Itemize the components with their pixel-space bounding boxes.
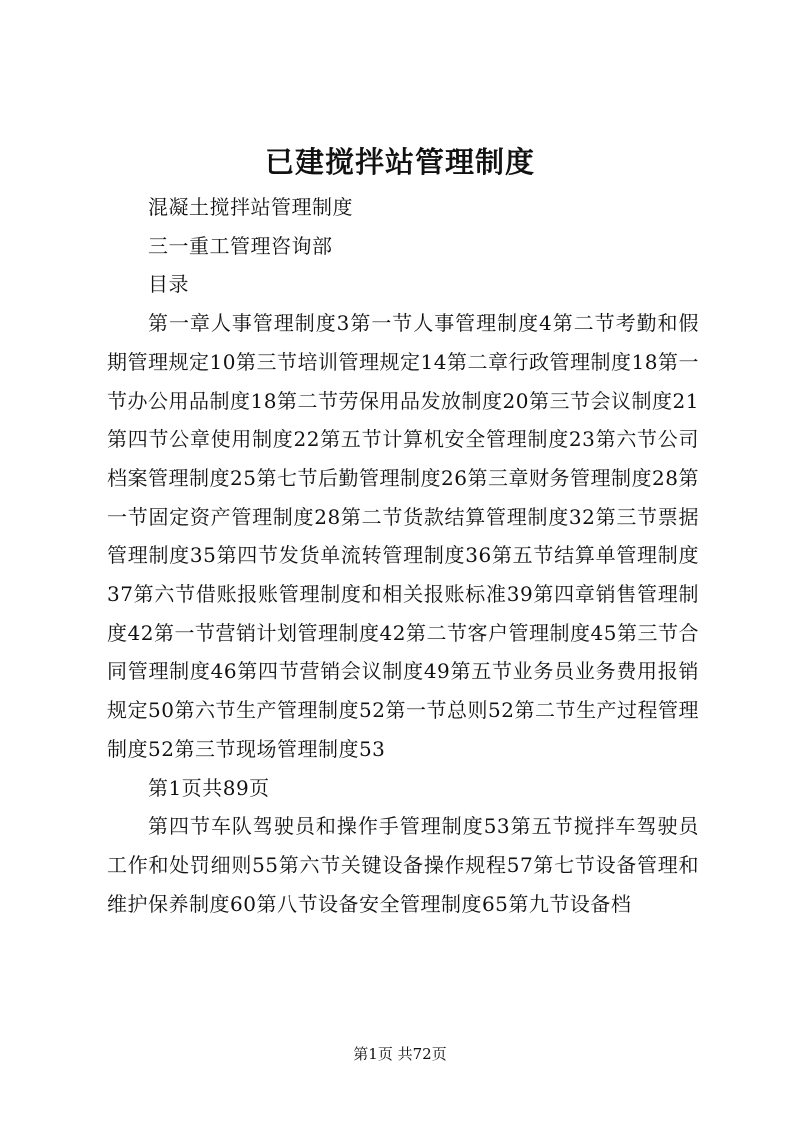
document-body (107, 188, 699, 923)
paragraph-page-marker: 第1页共89页 (148, 775, 270, 800)
paragraph-toc-heading: 目录 (148, 272, 189, 297)
paragraph-subtitle: 混凝土搅拌站管理制度 (148, 195, 353, 219)
page-footer: 第1页 共72页 (353, 1045, 447, 1063)
paragraph-author: 三一重工管理咨询部 (148, 233, 333, 258)
paragraph-toc-continued: 第四节车队驾驶员和操作手管理制度53第五节搅拌车驾驶员工作和处罚细则55第六节关键设备操作规程57第七节设备管理和维护保养制度60第八节设备安全管理制度65第九节设备档 (107, 814, 699, 916)
document-title: 已建搅拌站管理制度 (264, 145, 535, 179)
paragraph-toc-body: 第一章人事管理制度3第一节人事管理制度4第二节考勤和假期管理规定10第三节培训管理规定14第二章行政管理制度18第一节办公用品制度18第二节劳保用品发放制度20第三节会议制度21第四节公章使用制度22第五节计算机安全管理制度23第六节公司档案管理制度25第七节后勤管理制度26第三章财务管理制度28第一节固定资产管理制度28第二节货款结算管理制度32第三节票据管理制度35第四节发货单流转管理制度36第五节结算单管理制度37第六节借账报账管理制度和相关报账标准39第四章销售管理制度42第一节营销计划管理制度42第二节客户管理制度45第三节合同管理制度46第四节营销会议制度49第五节业务员业务费用报销规定50第六节生产管理制度52第一节总则52第二节生产过程管理制度52第三节现场管理制度53 (107, 311, 699, 761)
